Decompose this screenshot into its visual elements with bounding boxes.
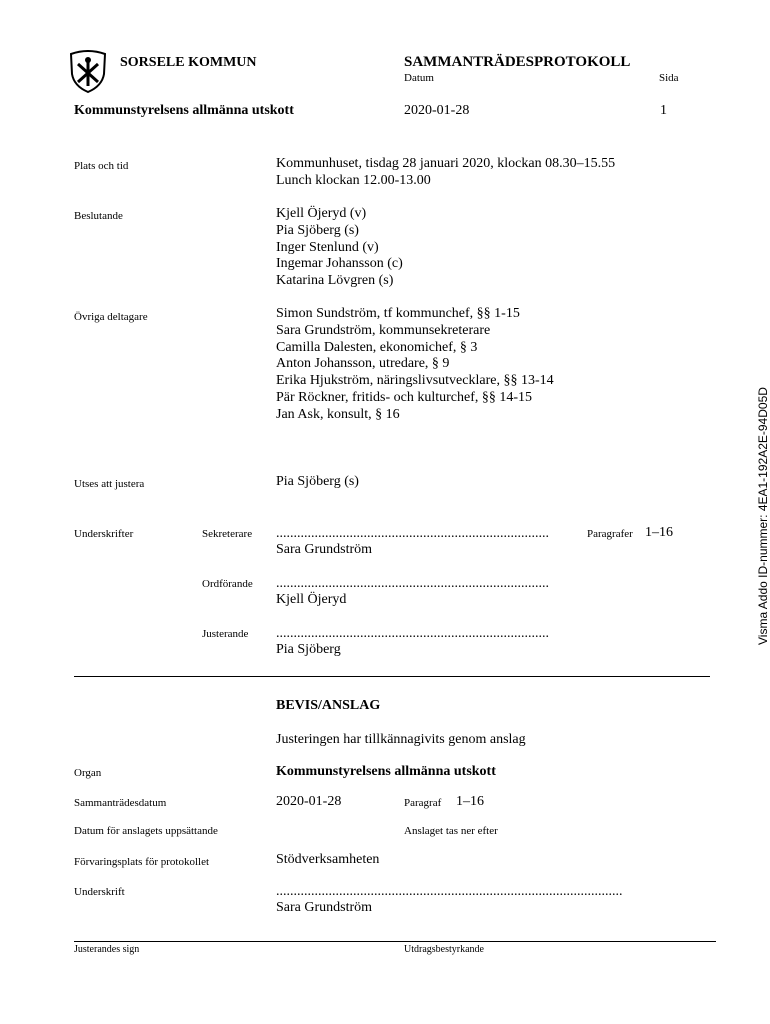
beslutande-item: Katarina Lövgren (s) [276, 273, 394, 289]
underskrift-label: Underskrift [74, 886, 125, 898]
ovriga-item: Simon Sundström, tf kommunchef, §§ 1-15 [276, 306, 520, 321]
municipal-shield-logo [68, 50, 108, 94]
beslutande-label: Beslutande [74, 210, 123, 222]
underskrift-name: Sara Grundström [276, 900, 373, 915]
ovriga-item: Erika Hjukström, näringslivsutvecklare, §§ 13-14 [276, 373, 554, 389]
page-label: Sida [659, 72, 679, 84]
plats-line: Kommunhuset, tisdag 28 januari 2020, klockan 08.30–15.55 [276, 156, 616, 171]
sekreterare-signature-line: .............................................................................. [276, 526, 549, 541]
justerande-name: Pia Sjöberg [276, 642, 341, 657]
underskrifter-label: Underskrifter [74, 528, 134, 540]
ovriga-label: Övriga deltagare [74, 311, 148, 323]
beslutande-list [276, 206, 403, 290]
section-divider [74, 676, 710, 677]
plats-line: Lunch klockan 12.00-13.00 [276, 172, 431, 188]
justera-value: Pia Sjöberg (s) [276, 474, 359, 489]
paragraf-value: 1–16 [456, 794, 484, 809]
ovriga-item: Camilla Dalesten, ekonomichef, § 3 [276, 339, 478, 355]
beslutande-item: Pia Sjöberg (s) [276, 222, 359, 238]
utdragsbestyrkande: Utdragsbestyrkande [404, 944, 484, 955]
paragrafer-value: 1–16 [645, 525, 673, 540]
underskrift-signature-line: ................................................................................................... [276, 884, 623, 899]
beslutande-item: Inger Stenlund (v) [276, 239, 379, 255]
paragrafer-label: Paragrafer [587, 528, 633, 540]
organ-label: Organ [74, 767, 102, 779]
sammantrade-value: 2020-01-28 [276, 794, 342, 809]
ovriga-item: Jan Ask, konsult, § 16 [276, 406, 400, 422]
municipality-name: SORSELE KOMMUN [120, 55, 257, 70]
ordforande-name: Kjell Öjeryd [276, 592, 347, 607]
bevis-title: BEVIS/ANSLAG [276, 698, 381, 713]
beslutande-item: Ingemar Johansson (c) [276, 256, 403, 272]
footer-divider [74, 941, 716, 942]
uppsattande-label: Datum för anslagets uppsättande [74, 825, 218, 837]
sekreterare-name: Sara Grundström [276, 542, 373, 557]
justerande-label: Justerande [202, 628, 249, 640]
justerandes-sign: Justerandes sign [74, 944, 140, 955]
ovriga-item: Pär Röckner, fritids- och kulturchef, §§ 14-15 [276, 389, 533, 405]
visma-addo-id: Visma Addo ID-nummer: 4EA1-192A2E-94D05D [756, 387, 770, 645]
ordforande-label: Ordförande [202, 578, 253, 590]
justera-label: Utses att justera [74, 478, 145, 490]
ovriga-list [276, 306, 554, 424]
forvaring-value: Stödverksamheten [276, 852, 380, 867]
document-type: SAMMANTRÄDESPROTOKOLL [404, 54, 631, 70]
justerande-signature-line: .............................................................................. [276, 626, 549, 641]
sekreterare-label: Sekreterare [202, 528, 253, 540]
organ-value: Kommunstyrelsens allmänna utskott [276, 764, 496, 779]
committee-name: Kommunstyrelsens allmänna utskott [74, 103, 294, 118]
paragraf-label: Paragraf [404, 797, 442, 809]
forvaring-label: Förvaringsplats för protokollet [74, 856, 210, 868]
ordforande-signature-line: .............................................................................. [276, 576, 549, 591]
plats-value [276, 156, 615, 190]
page-number: 1 [660, 103, 667, 118]
sammantrade-label: Sammanträdesdatum [74, 797, 167, 809]
plats-label: Plats och tid [74, 160, 129, 172]
bevis-statement: Justeringen har tillkännagivits genom anslag [276, 732, 526, 747]
ovriga-item: Anton Johansson, utredare, § 9 [276, 356, 450, 372]
ovriga-item: Sara Grundström, kommunsekreterare [276, 322, 491, 338]
meeting-date: 2020-01-28 [404, 103, 470, 118]
date-label: Datum [404, 72, 434, 84]
beslutande-item: Kjell Öjeryd (v) [276, 206, 367, 221]
nedtagande-label: Anslaget tas ner efter [404, 825, 498, 837]
